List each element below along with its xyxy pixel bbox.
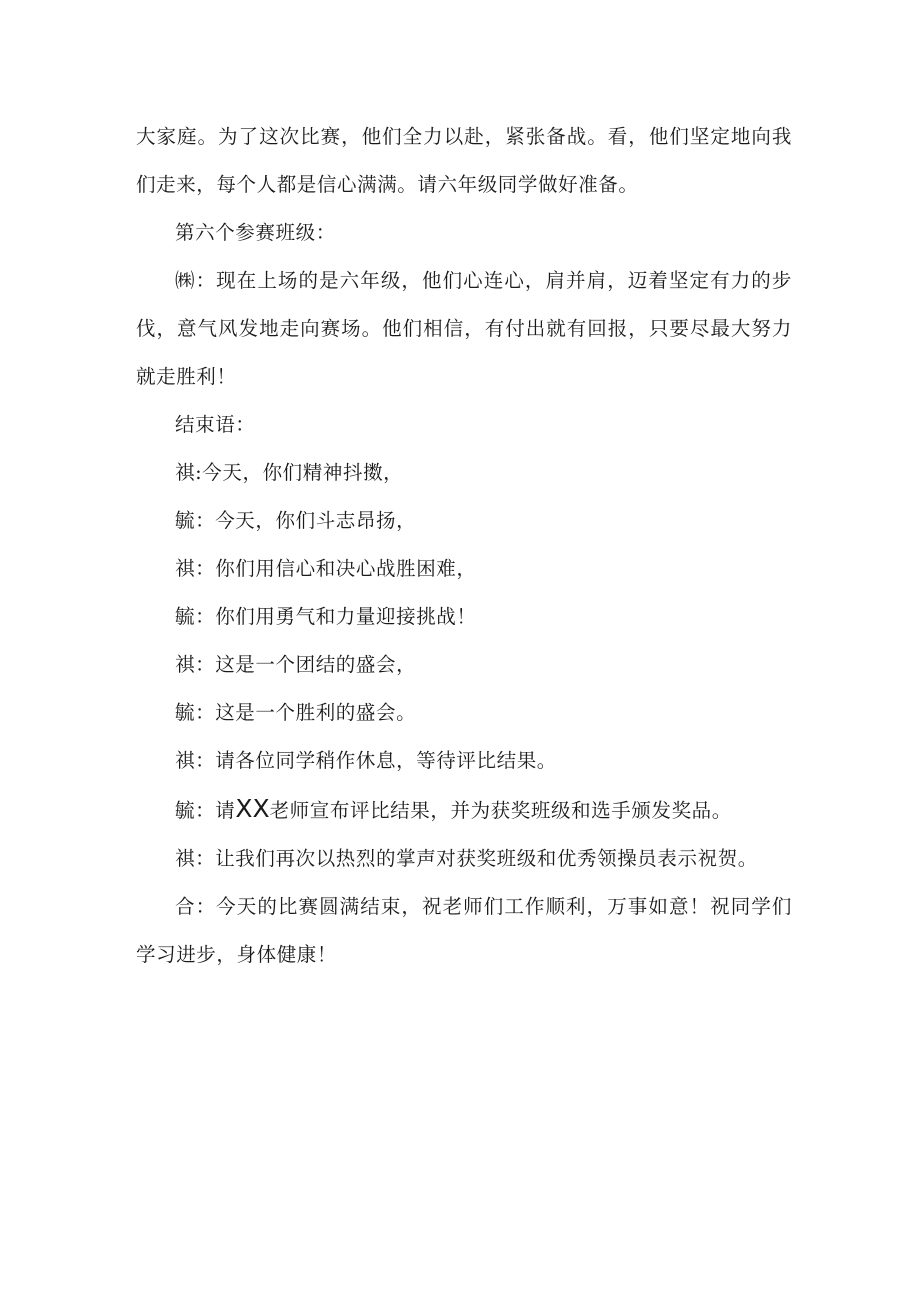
dialogue-prefix: 毓：请: [175, 799, 236, 822]
dialogue-suffix: 老师宣布评比结果，并为获奖班级和选手颁发奖品。: [269, 799, 732, 822]
dialogue-line: 祺：请各位同学稍作休息，等待评比结果。: [175, 749, 557, 772]
dialogue-line-closing: 合：今天的比赛圆满结束，祝老师们工作顺利，万事如意！祝同学们学习进步，身体健康！: [136, 895, 792, 966]
paragraph-sixth-grade-intro: ㈱：现在上场的是六年级，他们心连心，肩并肩，迈着坚定有力的步伐，意气风发地走向赛场。他们相信，有付出就有回报，只要尽最大努力就走胜利！: [136, 269, 792, 388]
paragraph-intro-continuation: 大家庭。为了这次比赛，他们全力以赴，紧张备战。看，他们坚定地向我们走来，每个人都是信心满满。请六年级同学做好准备。: [136, 125, 792, 196]
dialogue-line: 祺:今天，你们精神抖擞，: [175, 461, 404, 484]
dialogue-line: 祺：让我们再次以热烈的掌声对获奖班级和优秀领操员表示祝贺。: [175, 847, 758, 870]
heading-closing-remarks: 结束语：: [175, 413, 256, 436]
dialogue-line: 毓：这是一个胜利的盛会。: [175, 701, 417, 724]
dialogue-line: 毓：今天，你们斗志昂扬，: [175, 509, 417, 532]
dialogue-line: 祺：你们用信心和决心战胜困难，: [175, 557, 477, 580]
heading-sixth-class: 第六个参赛班级：: [175, 221, 336, 244]
teacher-placeholder: XX: [235, 794, 270, 823]
document-page: [136, 113, 792, 979]
dialogue-line-award: [136, 785, 792, 835]
dialogue-line: 毓：你们用勇气和力量迎接挑战！: [175, 605, 477, 628]
dialogue-line: 祺：这是一个团结的盛会，: [175, 653, 417, 676]
